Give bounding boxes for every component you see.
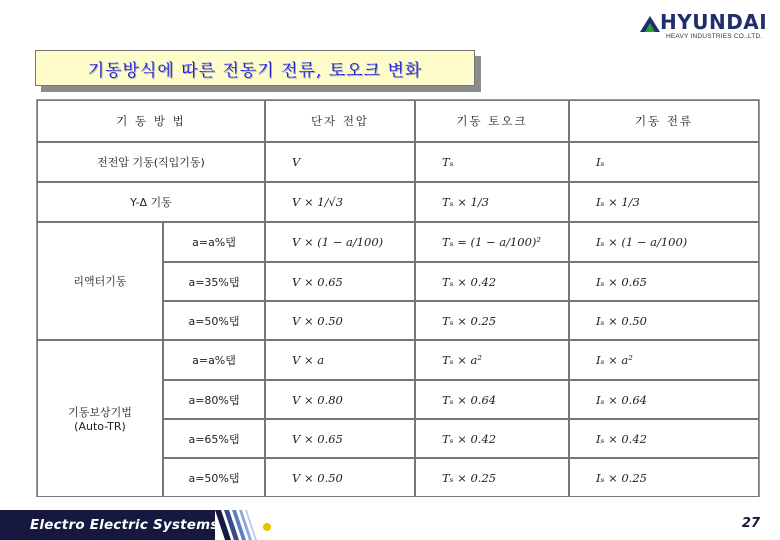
- footer-brand: Electro Electric Systems: [30, 517, 219, 533]
- reactor-35-torque: Tₛ × 0.42: [415, 262, 569, 301]
- auto-65-torque: Tₛ × 0.42: [415, 419, 569, 458]
- header-torque: 기동 토오크: [415, 100, 569, 142]
- method-autotransformer: [37, 340, 163, 497]
- reactor-50-voltage: V × 0.50: [265, 301, 415, 340]
- reactor-50-torque: Tₛ × 0.25: [415, 301, 569, 340]
- auto-a-current: Iₛ × a²: [569, 340, 759, 380]
- starting-method-table: [36, 99, 760, 497]
- slide-footer: [0, 510, 780, 540]
- auto-80-torque: Tₛ × 0.64: [415, 380, 569, 419]
- hyundai-logo: [640, 12, 776, 42]
- y-delta-voltage: V × 1/√3: [265, 182, 415, 222]
- slide-title: 기동방식에 따른 전동기 전류, 토오크 변화: [87, 60, 423, 81]
- reactor-tap-a: a=a%탭: [163, 222, 265, 262]
- auto-80-voltage: V × 0.80: [265, 380, 415, 419]
- auto-80-current: Iₛ × 0.64: [569, 380, 759, 419]
- header-current: 기동 전류: [569, 100, 759, 142]
- reactor-a-voltage: V × (1 − a/100): [265, 222, 415, 262]
- full-voltage-torque: Tₛ: [415, 142, 569, 182]
- auto-tap-80: a=80%탭: [163, 380, 265, 419]
- auto-tap-a: a=a%탭: [163, 340, 265, 380]
- reactor-tap-35: a=35%탭: [163, 262, 265, 301]
- logo-triangle-icon: [640, 14, 660, 34]
- method-full-voltage: 전전압 기동(직입기동): [37, 142, 265, 182]
- reactor-a-torque: Tₛ = (1 − a/100)²: [415, 222, 569, 262]
- logo-brand: HYUNDAI: [660, 10, 768, 34]
- auto-a-voltage: V × a: [265, 340, 415, 380]
- method-reactor: 리액터기동: [37, 222, 163, 340]
- page-number: 27: [741, 516, 760, 531]
- auto-tap-65: a=65%탭: [163, 419, 265, 458]
- autotransformer-method-sublabel: (Auto-TR): [74, 420, 126, 433]
- auto-a-torque: Tₛ × a²: [415, 340, 569, 380]
- auto-65-current: Iₛ × 0.42: [569, 419, 759, 458]
- auto-50-voltage: V × 0.50: [265, 458, 415, 497]
- header-voltage: 단자 전압: [265, 100, 415, 142]
- reactor-35-voltage: V × 0.65: [265, 262, 415, 301]
- reactor-50-current: Iₛ × 0.50: [569, 301, 759, 340]
- auto-50-torque: Tₛ × 0.25: [415, 458, 569, 497]
- method-y-delta: Y-Δ 기동: [37, 182, 265, 222]
- full-voltage-voltage: V: [265, 142, 415, 182]
- reactor-a-current: Iₛ × (1 − a/100): [569, 222, 759, 262]
- reactor-tap-50: a=50%탭: [163, 301, 265, 340]
- y-delta-current: Iₛ × 1/3: [569, 182, 759, 222]
- header-method: 기 동 방 법: [37, 100, 265, 142]
- slide-title-box: [35, 50, 475, 86]
- autotransformer-method-label: 기동보상기법: [68, 406, 132, 419]
- auto-50-current: Iₛ × 0.25: [569, 458, 759, 497]
- auto-tap-50: a=50%탭: [163, 458, 265, 497]
- footer-stripes-icon: [215, 510, 285, 540]
- logo-subtitle: HEAVY INDUSTRIES CO.,LTD.: [666, 33, 763, 40]
- reactor-35-current: Iₛ × 0.65: [569, 262, 759, 301]
- auto-65-voltage: V × 0.65: [265, 419, 415, 458]
- full-voltage-current: Iₛ: [569, 142, 759, 182]
- y-delta-torque: Tₛ × 1/3: [415, 182, 569, 222]
